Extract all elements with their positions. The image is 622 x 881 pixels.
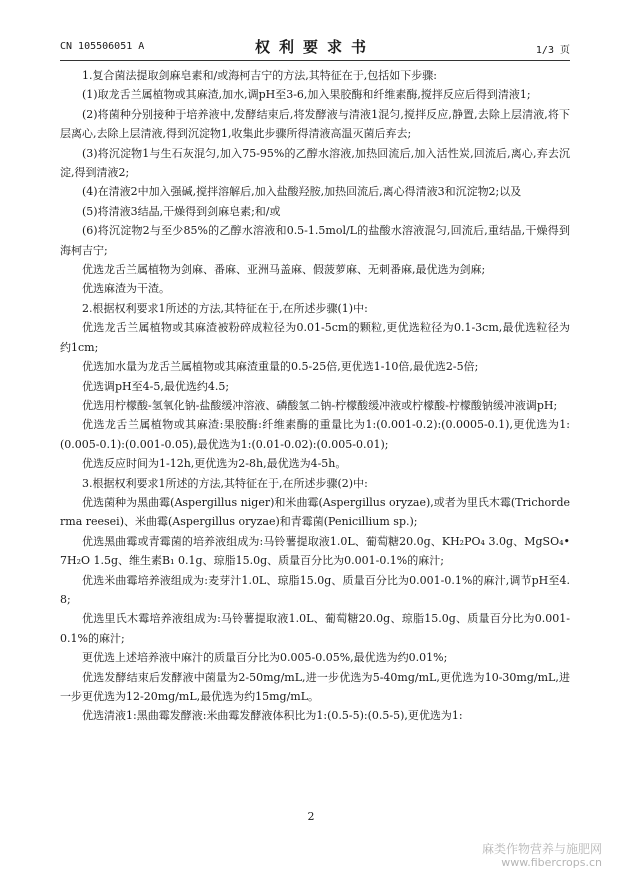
claim-paragraph: 优选清液1:黑曲霉发酵液:米曲霉发酵液体积比为1:(0.5-5):(0.5-5),更优选为1:: [82, 709, 463, 723]
page-number: 2: [307, 810, 315, 823]
document-title: 权利要求书: [254, 38, 375, 56]
claim-paragraph: (6)将沉淀物2与至少85%的乙醇水溶液和0.5-1.5mol/L的盐酸水溶液混匀,回流后,重结晶,干燥得到海柯吉宁;: [60, 224, 570, 257]
claim-paragraph: 优选用柠檬酸-氢氧化钠-盐酸缓冲溶液、磷酸氢二钠-柠檬酸缓冲液或柠檬酸-柠檬酸钠缓冲液调pH;: [82, 398, 558, 412]
page-header: [60, 36, 570, 58]
claim-paragraph: 优选龙舌兰属植物或其麻渣被粉碎成粒径为0.01-5cm的颗粒,更优选粒径为0.1-3cm,最优选粒径为约1cm;: [60, 321, 570, 354]
watermark-site-name: 麻类作物营养与施肥网: [481, 842, 602, 856]
claim-paragraph: (4)在清液2中加入强碱,搅拌溶解后,加入盐酸羟胺,加热回流后,离心得清液3和沉淀物2;以及: [82, 185, 522, 199]
claim-paragraph: 优选龙舌兰属植物为剑麻、番麻、亚洲马盖麻、假菠萝麻、无刺番麻,最优选为剑麻;: [82, 263, 486, 277]
claim-paragraph: 优选里氏木霉培养液组成为:马铃薯提取液1.0L、葡萄糖20.0g、琼脂15.0g、质量百分比为0.001-0.1%的麻汁;: [60, 612, 570, 645]
claim-paragraph: 优选龙舌兰属植物或其麻渣:果胶酶:纤维素酶的重量比为1:(0.001-0.2):(0.0005-0.1),更优选为1:(0.005-0.1):(0.001-0.05),最优选为1:(0.01-0.02):(0.005-0.01);: [60, 418, 570, 451]
claim-paragraph: 优选黑曲霉或青霉菌的培养液组成为:马铃薯提取液1.0L、葡萄糖20.0g、KH₂PO₄ 3.0g、MgSO₄•7H₂O 1.5g、维生素B₁ 0.1g、琼脂15.0g、质量百分比为0.001-0.1%的麻汁;: [60, 534, 570, 568]
claim-paragraph: (2)将菌种分别接种于培养液中,发酵结束后,将发酵液与清液1混匀,搅拌反应,静置,去除上层清液,将下层离心,去除上层清液,得到沉淀物1,收集此步骤所得清液高温灭菌后弃去;: [60, 107, 570, 141]
header-divider: [60, 60, 570, 61]
claim-paragraph: 更优选上述培养液中麻汁的质量百分比为0.005-0.05%,最优选为约0.01%;: [82, 651, 448, 665]
claim-paragraph: (1)取龙舌兰属植物或其麻渣,加水,调pH至3-6,加入果胶酶和纤维素酶,搅拌反应后得到清液1;: [82, 88, 531, 102]
claim-paragraph: 优选米曲霉培养液组成为:麦芽汁1.0L、琼脂15.0g、质量百分比为0.001-0.1%的麻汁,调节pH至4.8;: [60, 573, 570, 606]
patent-number: CN 105506051 A: [60, 41, 145, 52]
watermark-url: www.fibercrops.cn: [501, 856, 602, 869]
site-watermark: [482, 843, 602, 869]
claim-paragraph: 优选菌种为黑曲霉(Aspergillus niger)和米曲霉(Aspergillus oryzae),或者为里氏木霉(Trichorderma reesei)、米曲霉(Aspergillus oryzae)和青霉菌(Penicillium sp.);: [60, 495, 570, 529]
claim-paragraph: 优选反应时间为1-12h,更优选为2-8h,最优选为4-5h。: [82, 457, 347, 471]
claim-paragraph: 优选加水量为龙舌兰属植物或其麻渣重量的0.5-25倍,更优选1-10倍,最优选2-5倍;: [82, 360, 479, 374]
claim-paragraph: 1.复合菌法提取剑麻皂素和/或海柯吉宁的方法,其特征在于,包括如下步骤:: [82, 69, 437, 82]
claim-paragraph: 优选麻渣为干渣。: [82, 282, 170, 296]
claim-paragraph: 优选发酵结束后发酵液中菌量为2-50mg/mL,进一步优选为5-40mg/mL,更优选为10-30mg/mL,进一步更优选为12-20mg/mL,最优选为约15mg/mL。: [60, 670, 570, 703]
claims-body: [60, 66, 570, 726]
claim-paragraph: 优选调pH至4-5,最优选约4.5;: [82, 379, 230, 393]
claim-paragraph: 3.根据权利要求1所述的方法,其特征在于,在所述步骤(2)中:: [82, 476, 368, 490]
claim-paragraph: (3)将沉淀物1与生石灰混匀,加入75-95%的乙醇水溶液,加热回流后,加入活性炭,回流后,离心,弃去沉淀,得到清液2;: [60, 146, 570, 180]
page-indicator: 1/3 页: [535, 45, 570, 56]
claim-paragraph: (5)将清液3结晶,干燥得到剑麻皂素;和/或: [82, 204, 281, 218]
claim-paragraph: 2.根据权利要求1所述的方法,其特征在于,在所述步骤(1)中:: [82, 301, 368, 315]
